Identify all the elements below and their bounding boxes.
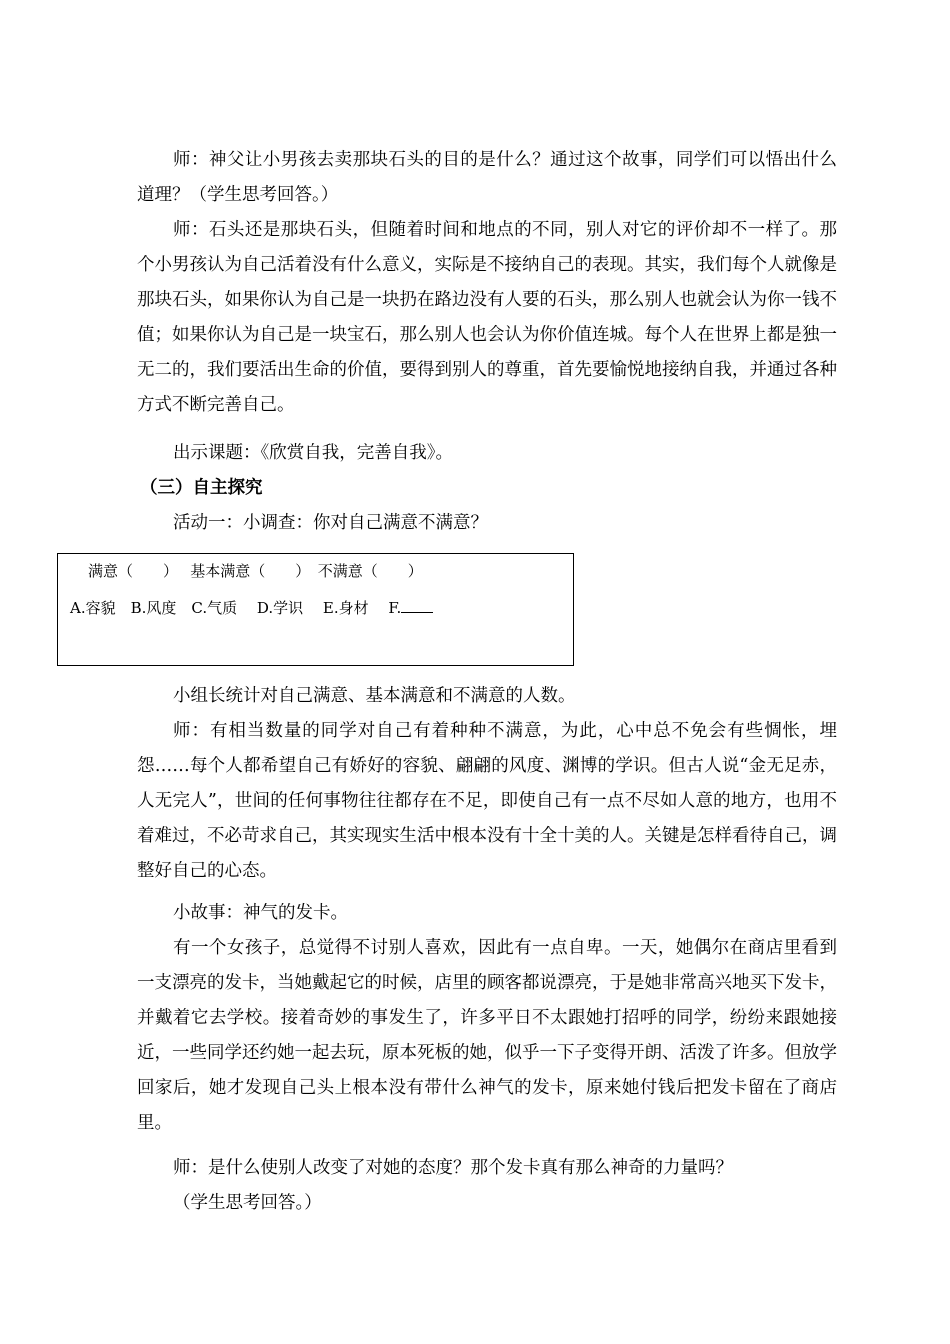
paragraph-student-answer: （学生思考回答。） bbox=[173, 1193, 322, 1213]
survey-options-text: A.容貌 B.风度 C.气质 D.学识 E.身材 F. bbox=[70, 599, 402, 617]
section-heading-self-inquiry: （三）自主探究 bbox=[140, 478, 263, 498]
paragraph-teacher-final-question: 师：是什么使别人改变了对她的态度？那个发卡真有那么神奇的力量吗？ bbox=[173, 1158, 733, 1178]
survey-ratings: 满意（ ） 基本满意（ ） 不满意（ ） bbox=[88, 562, 423, 580]
paragraph-story-body: 有一个女孩子，总觉得不讨别人喜欢，因此有一点自卑。一天，她偶尔在商店里看到一支漂亮的发卡，当她戴起它的时候，店里的顾客都说漂亮，于是她非常高兴地买下发卡，并戴着它去学校。接着奇妙的事发生了，许多平日不太跟她打招呼的同学，纷纷来跟她接近，一些同学还约她一起去玩，原本死板的她，似乎一下子变得开朗、活泼了许多。但放学回家后，她才发现自己头上根本没有带什么神气的发卡，原来她付钱后把发卡留在了商店里。 bbox=[137, 938, 837, 1133]
survey-fill-blank bbox=[401, 596, 433, 613]
paragraph-teacher-discussion: 师：有相当数量的同学对自己有着种种不满意，为此，心中总不免会有些惆怅，埋怨……每个人都希望自己有娇好的容貌、翩翩的风度、渊博的学识。但古人说“金无足赤，人无完人”，世间的任何事物往往都存在不足，即使自己有一点不尽如人意的地方，也用不着难过，不必苛求自己，其实现实生活中根本没有十全十美的人。关键是怎样看待自己，调整好自己的心态。 bbox=[137, 721, 837, 881]
paragraph-teacher-question: 师：神父让小男孩去卖那块石头的目的是什么？通过这个故事，同学们可以悟出什么道理？（学生思考回答。） bbox=[137, 150, 837, 205]
paragraph-group-leader: 小组长统计对自己满意、基本满意和不满意的人数。 bbox=[173, 686, 576, 706]
survey-box bbox=[57, 553, 574, 666]
paragraph-teacher-explanation: 师：石头还是那块石头，但随着时间和地点的不同，别人对它的评价却不一样了。那个小男孩认为自己活着没有什么意义，实际是不接纳自己的表现。其实，我们每个人就像是那块石头，如果你认为自己是一块扔在路边没有人要的石头，那么别人也就会认为你一钱不值；如果你认为自己是一块宝石，那么别人也会认为你价值连城。每个人在世界上都是独一无二的，我们要活出生命的价值，要得到别人的尊重，首先要愉悦地接纳自我，并通过各种方式不断完善自己。 bbox=[137, 220, 837, 415]
paragraph-activity-one: 活动一：小调查：你对自己满意不满意？ bbox=[173, 513, 488, 533]
paragraph-story-title: 小故事：神气的发卡。 bbox=[173, 903, 348, 923]
survey-options bbox=[70, 596, 433, 619]
paragraph-show-topic: 出示课题：《欣赏自我，完善自我》。 bbox=[173, 443, 453, 463]
